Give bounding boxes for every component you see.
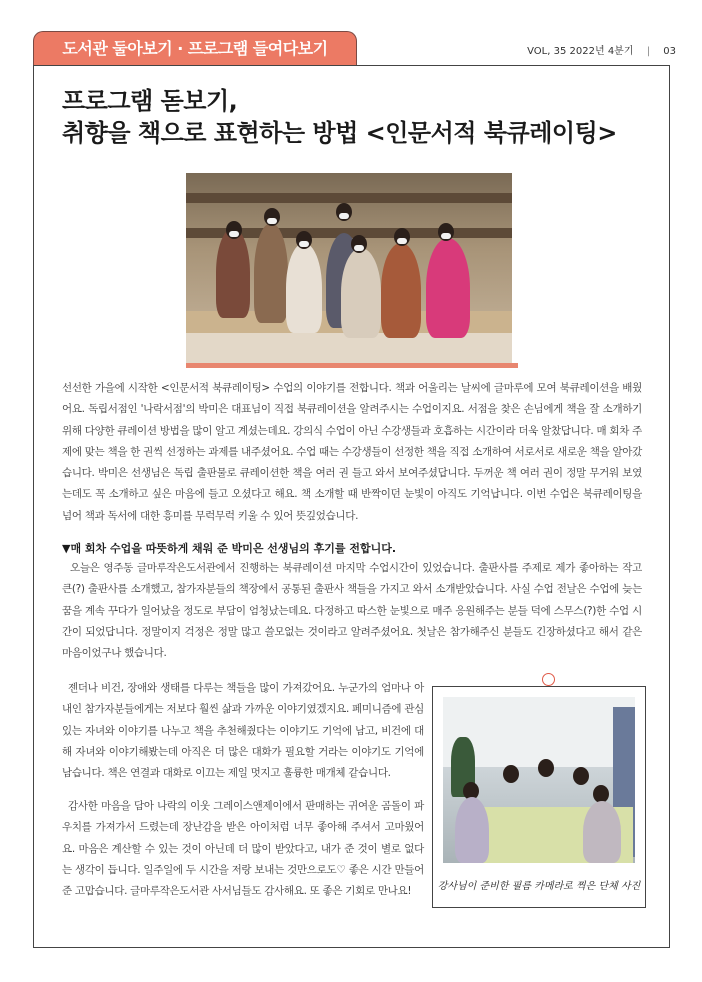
pin-icon xyxy=(542,673,555,686)
photo-person xyxy=(455,797,489,863)
review-paragraph-3: 감사한 마음을 담아 나락의 이웃 그레이스앤제이에서 판매하는 귀여운 곰돌이 파우치를 가져가서 드렸는데 장난감을 받은 아이처럼 너무 좋아해 주셔서 고마웠어요. 마음은 계산할 수 있는 것이 아닌데 더 많이 받았다고, 내가 준 것이 별로 없다는 생각이 듭니다. 일주일에 두 시간을 저랑 보내는 것만으로도♡ 좋은 시간 만들어준 고맙습니다. 글마루작은도서관 사서님들도 감사해요. 또 좋은 기회로 만나요! xyxy=(62,800,424,898)
photo-shelf xyxy=(186,193,512,203)
section-title: 도서관 둘아보기 · 프로그램 들여다보기 xyxy=(62,39,328,58)
volume: VOL, 35 xyxy=(527,46,567,57)
issue-info xyxy=(527,42,676,57)
photo-mask xyxy=(299,241,309,247)
photo-head xyxy=(538,759,554,777)
divider: | xyxy=(646,46,651,57)
title-line-2: 취향을 책으로 표현하는 방법 <인문서적 북큐레이팅> xyxy=(62,119,617,147)
article-title xyxy=(62,85,617,149)
photo-mask xyxy=(267,218,277,224)
photo-person xyxy=(254,223,288,323)
review-paragraph-2: 젠더나 비건, 장애와 생태를 다루는 책들을 많이 가져갔어요. 누군가의 엄마나 아내인 참가자분들에게는 저보다 훨씬 삶과 가까운 이야기였겠지요. 페미니즘에 관심 있는 자녀와 이야기를 나누고 책을 추천해줬다는 이야기도 기억에 남고, 비건에 대해 자녀와 이야기해봤는데 아직은 더 많은 대화가 필요할 거라는 이야기도 기억에 남습니다. 책은 연결과 대화로 이끄는 제일 멋지고 훌륭한 매개체 같습니다. xyxy=(62,682,424,780)
page-number: 03 xyxy=(663,46,676,57)
title-line-1: 프로그램 돋보기, xyxy=(62,87,238,115)
photo-person xyxy=(286,243,322,333)
class-photo xyxy=(443,697,635,863)
photo-mask xyxy=(339,213,349,219)
photo-head xyxy=(573,767,589,785)
polaroid-photo xyxy=(432,686,646,908)
section-header-tab xyxy=(33,31,357,65)
photo-underline xyxy=(186,363,518,368)
issue: 2022년 4분기 xyxy=(569,46,634,57)
photo-caption: 강사님이 준비한 필름 카메라로 찍은 단체 사진 xyxy=(437,881,641,892)
photo-mask xyxy=(354,245,364,251)
review-heading: ▼매 회차 수업을 따뜻하게 채워 준 박미은 선생님의 후기를 전합니다. xyxy=(62,542,397,555)
photo-person xyxy=(583,801,621,863)
group-photo xyxy=(186,173,512,363)
review-paragraph-1: 오늘은 영주동 글마루작은도서관에서 진행하는 북큐레이션 마지막 수업시간이 있었습니다. 출판사를 주제로 제가 좋아하는 작고 큰(?) 출판사를 소개했고, 참가자분들의 책장에서 공통된 출판사 책들을 가지고 와서 소개받았습니다. 사실 수업 전날은 수업에 늦는 꿈을 계속 꾸다가 일어났을 정도로 부담이 엄청났는데요. 다정하고 따스한 눈빛으로 매주 응원해주는 분들 덕에 스무스(?)한 수업 시간이 되었답니다. 정말이지 걱정은 정말 많고 쓸모없는 것이라고 알려주셨어요. 첫날은 참가해주신 분들도 긴장하셨다고 해서 같은 마음이었구나 했습니다. xyxy=(62,562,642,660)
photo-mask xyxy=(397,238,407,244)
photo-mask xyxy=(441,233,451,239)
photo-person xyxy=(426,238,470,338)
photo-mask xyxy=(229,231,239,237)
photo-head xyxy=(503,765,519,783)
photo-person xyxy=(216,228,250,318)
photo-person xyxy=(341,248,381,338)
photo-person xyxy=(381,243,421,338)
intro-paragraph: 선선한 가을에 시작한 <인문서적 북큐레이팅> 수업의 이야기를 전합니다. 책과 어울리는 날씨에 글마루에 모여 북큐레이션을 배웠어요. 독립서점인 '나락서점'의 박미은 대표님이 직접 북큐레이션을 알려주시는 수업이지요. 서점을 찾은 손님에게 책을 잘 소개하기 위해 다양한 큐레이션 방법을 많이 알고 계셨는데요. 강의식 수업이 아닌 수강생들과 호흡하는 시간이라 더욱 알찼답니다. 매 회차 주제에 맞는 책을 한 권씩 선정하는 과제를 내주셨어요. 수업 때는 수강생들이 선정한 책을 직접 소개하여 서로서로 새로운 책을 알아갔습니다. 박미은 선생님은 독립 출판물로 큐레이션한 책을 여러 권 들고 와서 보여주셨답니다. 두꺼운 책 여러 권이 정말 무거워 보였는데도 꼭 소개하고 싶은 마음에 들고 오셨다고 해요. 책 소개할 때 반짝이던 눈빛이 아직도 기억납니다. 이번 수업은 북큐레이팅을 넘어 책과 독서에 대한 흥미를 무럭무럭 키울 수 있어 뜻깊었습니다. xyxy=(62,382,642,522)
